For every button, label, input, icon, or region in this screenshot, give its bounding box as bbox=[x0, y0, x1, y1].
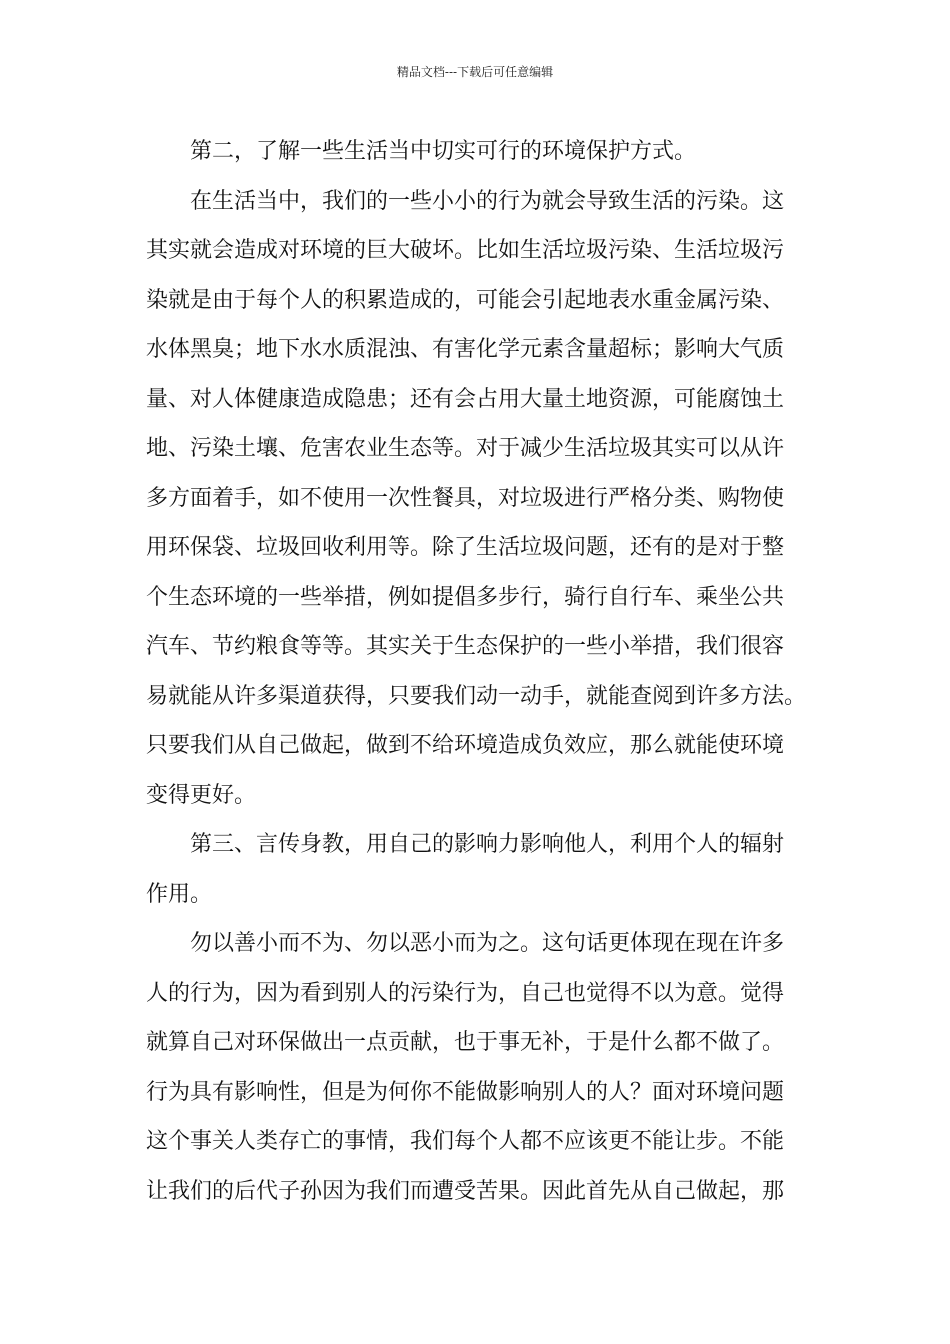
paragraph-line: 第二，了解一些生活当中切实可行的环境保护方式。 bbox=[190, 139, 697, 164]
paragraph-line: 人的行为，因为看到别人的污染行为，自己也觉得不以为意。觉得 bbox=[146, 980, 785, 1006]
paragraph-line: 在生活当中，我们的一些小小的行为就会导致生活的污染。这 bbox=[190, 188, 785, 214]
paragraph-line: 第三、言传身教，用自己的影响力影响他人，利用个人的辐射 bbox=[190, 832, 785, 857]
paragraph-line: 用环保袋、垃圾回收利用等。除了生活垃圾问题，还有的是对于整 bbox=[146, 535, 785, 560]
paragraph-line: 量、对人体健康造成隐患；还有会占用大量土地资源，可能腐蚀土 bbox=[146, 386, 785, 412]
document-body bbox=[146, 127, 814, 1216]
paragraph-line: 就算自己对环保做出一点贡献，也于事无补，于是什么都不做了。 bbox=[146, 1030, 785, 1055]
paragraph-line: 变得更好。 bbox=[146, 782, 257, 808]
paragraph-line: 多方面着手，如不使用一次性餐具，对垃圾进行严格分类、购物使 bbox=[146, 485, 785, 511]
paragraph-line: 汽车、节约粮食等等。其实关于生态保护的一些小举措，我们很容 bbox=[146, 634, 785, 659]
paragraph-line: 这个事关人类存亡的事情，我们每个人都不应该更不能让步。不能 bbox=[146, 1129, 785, 1154]
paragraph-line: 易就能从许多渠道获得，只要我们动一动手，就能查阅到许多方法。 bbox=[146, 683, 807, 709]
paragraph-line: 作用。 bbox=[146, 881, 213, 907]
paragraph-line: 其实就会造成对环境的巨大破坏。比如生活垃圾污染、生活垃圾污 bbox=[146, 238, 785, 263]
paragraph-line: 个生态环境的一些举措，例如提倡多步行，骑行自行车、乘坐公共 bbox=[146, 584, 785, 610]
paragraph-line: 勿以善小而不为、勿以恶小而为之。这句话更体现在现在许多 bbox=[190, 931, 785, 956]
paragraph-line: 行为具有影响性，但是为何你不能做影响别人的人？面对环境问题 bbox=[146, 1079, 785, 1105]
paragraph-line: 让我们的后代子孙因为我们而遭受苦果。因此首先从自己做起，那 bbox=[146, 1178, 785, 1204]
paragraph-line: 地、污染土壤、危害农业生态等。对于减少生活垃圾其实可以从许 bbox=[146, 436, 785, 461]
page-header: 精品文档---下载后可任意编辑 bbox=[396, 65, 554, 79]
paragraph-line: 水体黑臭；地下水水质混浊、有害化学元素含量超标；影响大气质 bbox=[146, 337, 785, 362]
paragraph-line: 染就是由于每个人的积累造成的，可能会引起地表水重金属污染、 bbox=[146, 287, 785, 313]
paragraph-line: 只要我们从自己做起，做到不给环境造成负效应，那么就能使环境 bbox=[146, 733, 785, 758]
